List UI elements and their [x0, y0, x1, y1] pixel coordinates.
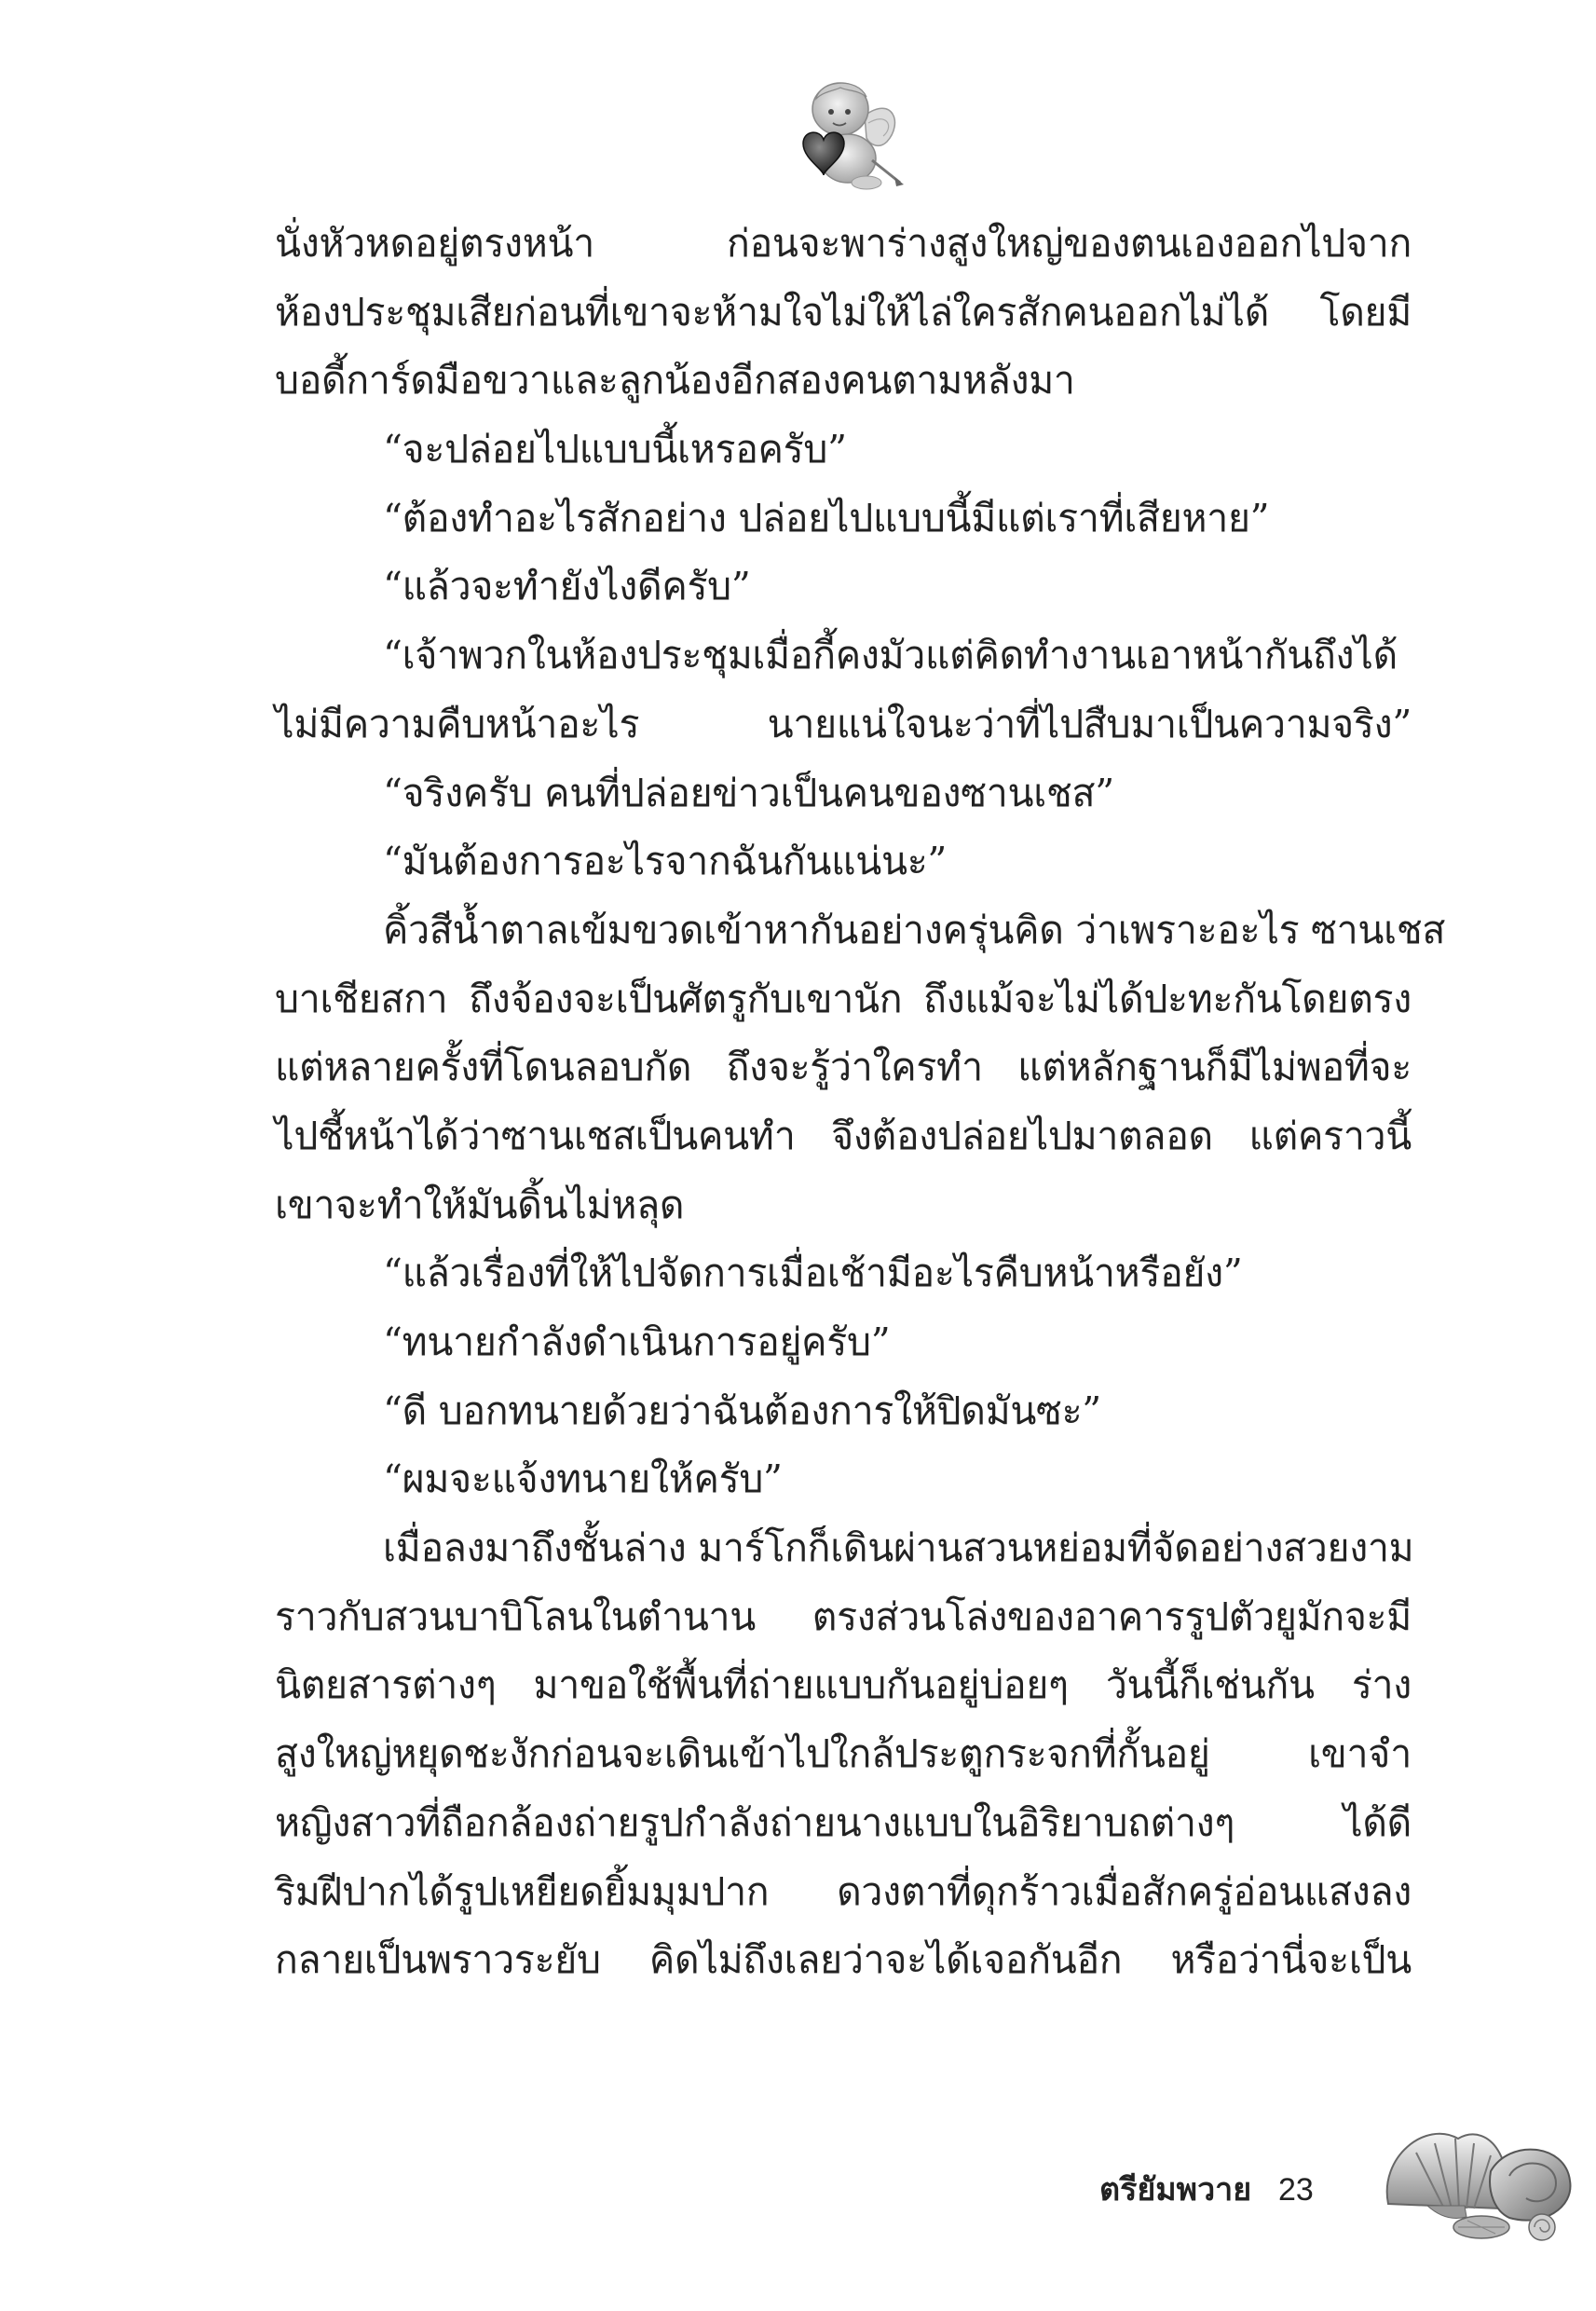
- paragraph-line: ริมฝีปากได้รูปเหยียดยิ้มมุมปาก ดวงตาที่ดุกร้าวเมื่อสักครู่อ่อนแสงลง: [275, 1868, 1412, 1914]
- paragraph-line: สูงใหญ่หยุดชะงักก่อนจะเดินเข้าไปใกล้ประตูกระจกที่กั้นอยู่ เขาจำ: [275, 1731, 1412, 1777]
- dialogue-line: “ทนายกำลังดำเนินการอยู่ครับ”: [383, 1320, 891, 1364]
- paragraph-line: เขาจะทำให้มันดิ้นไม่หลุด: [275, 1182, 685, 1227]
- dialogue-line: “แล้วจะทำยังไงดีครับ”: [383, 564, 751, 609]
- paragraph-line: นิตยสารต่างๆ มาขอใช้พื้นที่ถ่ายแบบกันอยู่บ่อยๆ วันนี้ก็เช่นกัน ร่าง: [275, 1662, 1412, 1708]
- dialogue-line: “ผมจะแจ้งทนายให้ครับ”: [383, 1456, 783, 1502]
- paragraph-line: บอดี้การ์ดมือขวาและลูกน้องอีกสองคนตามหลังมา: [275, 358, 1075, 403]
- paragraph-line: แต่หลายครั้งที่โดนลอบกัด ถึงจะรู้ว่าใครทำ แต่หลักฐานก็มีไม่พอที่จะ: [275, 1045, 1412, 1090]
- dialogue-line: “จะปล่อยไปแบบนี้เหรอครับ”: [383, 427, 847, 472]
- page-footer: [1099, 2162, 1314, 2218]
- dialogue-line: “มันต้องการอะไรจากฉันกันแน่นะ”: [383, 839, 948, 884]
- page-number: 23: [1278, 2172, 1314, 2208]
- paragraph-line: เมื่อลงมาถึงชั้นล่าง มาร์โกก็เดินผ่านสวนหย่อมที่จัดอย่างสวยงาม: [383, 1525, 1414, 1571]
- paragraph-line: บาเชียสกา ถึงจ้องจะเป็นศัตรูกับเขานัก ถึงแม้จะไม่ได้ปะทะกันโดยตรง: [275, 976, 1412, 1021]
- dialogue-line: “ต้องทำอะไรสักอย่าง ปล่อยไปแบบนี้มีแต่เราที่เสียหาย”: [383, 495, 1270, 540]
- paragraph-line: นั่งหัวหดอยู่ตรงหน้า ก่อนจะพาร่างสูงใหญ่ของตนเองออกไปจาก: [275, 221, 1412, 266]
- cupid-heart-icon: [783, 67, 908, 193]
- paragraph-line: ราวกับสวนบาบิโลนในตำนาน ตรงส่วนโล่งของอาคารรูปตัวยูมักจะมี: [275, 1593, 1412, 1639]
- dialogue-line: “จริงครับ คนที่ปล่อยข่าวเป็นคนของซานเชส”: [383, 770, 1114, 815]
- book-title: ตรียัมพวาย: [1099, 2171, 1252, 2208]
- seashells-icon: [1370, 2101, 1579, 2250]
- paragraph-line: ห้องประชุมเสียก่อนที่เขาจะห้ามใจไม่ให้ไล่ใครสักคนออกไม่ได้ โดยมี: [275, 289, 1412, 335]
- dialogue-line: “ดี บอกทนายด้วยว่าฉันต้องการให้ปิดมันซะ”: [383, 1388, 1101, 1433]
- paragraph-line: กลายเป็นพราวระยับ คิดไม่ถึงเลยว่าจะได้เจอกันอีก หรือว่านี่จะเป็น: [275, 1937, 1412, 1983]
- paragraph-line: ไม่มีความคืบหน้าอะไร นายแน่ใจนะว่าที่ไปสืบมาเป็นความจริง”: [275, 701, 1412, 746]
- dialogue-line: “เจ้าพวกในห้องประชุมเมื่อกี้คงมัวแต่คิดทำงานเอาหน้ากันถึงได้: [383, 633, 1398, 678]
- paragraph-line: คิ้วสีน้ำตาลเข้มขวดเข้าหากันอย่างครุ่นคิด ว่าเพราะอะไร ซานเชส: [383, 907, 1446, 952]
- paragraph-line: ไปชี้หน้าได้ว่าซานเชสเป็นคนทำ จึงต้องปล่อยไปมาตลอด แต่คราวนี้: [275, 1113, 1412, 1158]
- paragraph-line: หญิงสาวที่ถือกล้องถ่ายรูปกำลังถ่ายนางแบบในอิริยาบถต่างๆ ได้ดี: [275, 1799, 1412, 1845]
- body-text: [275, 210, 1446, 1995]
- dialogue-line: “แล้วเรื่องที่ให้ไปจัดการเมื่อเช้ามีอะไรคืบหน้าหรือยัง”: [383, 1251, 1243, 1296]
